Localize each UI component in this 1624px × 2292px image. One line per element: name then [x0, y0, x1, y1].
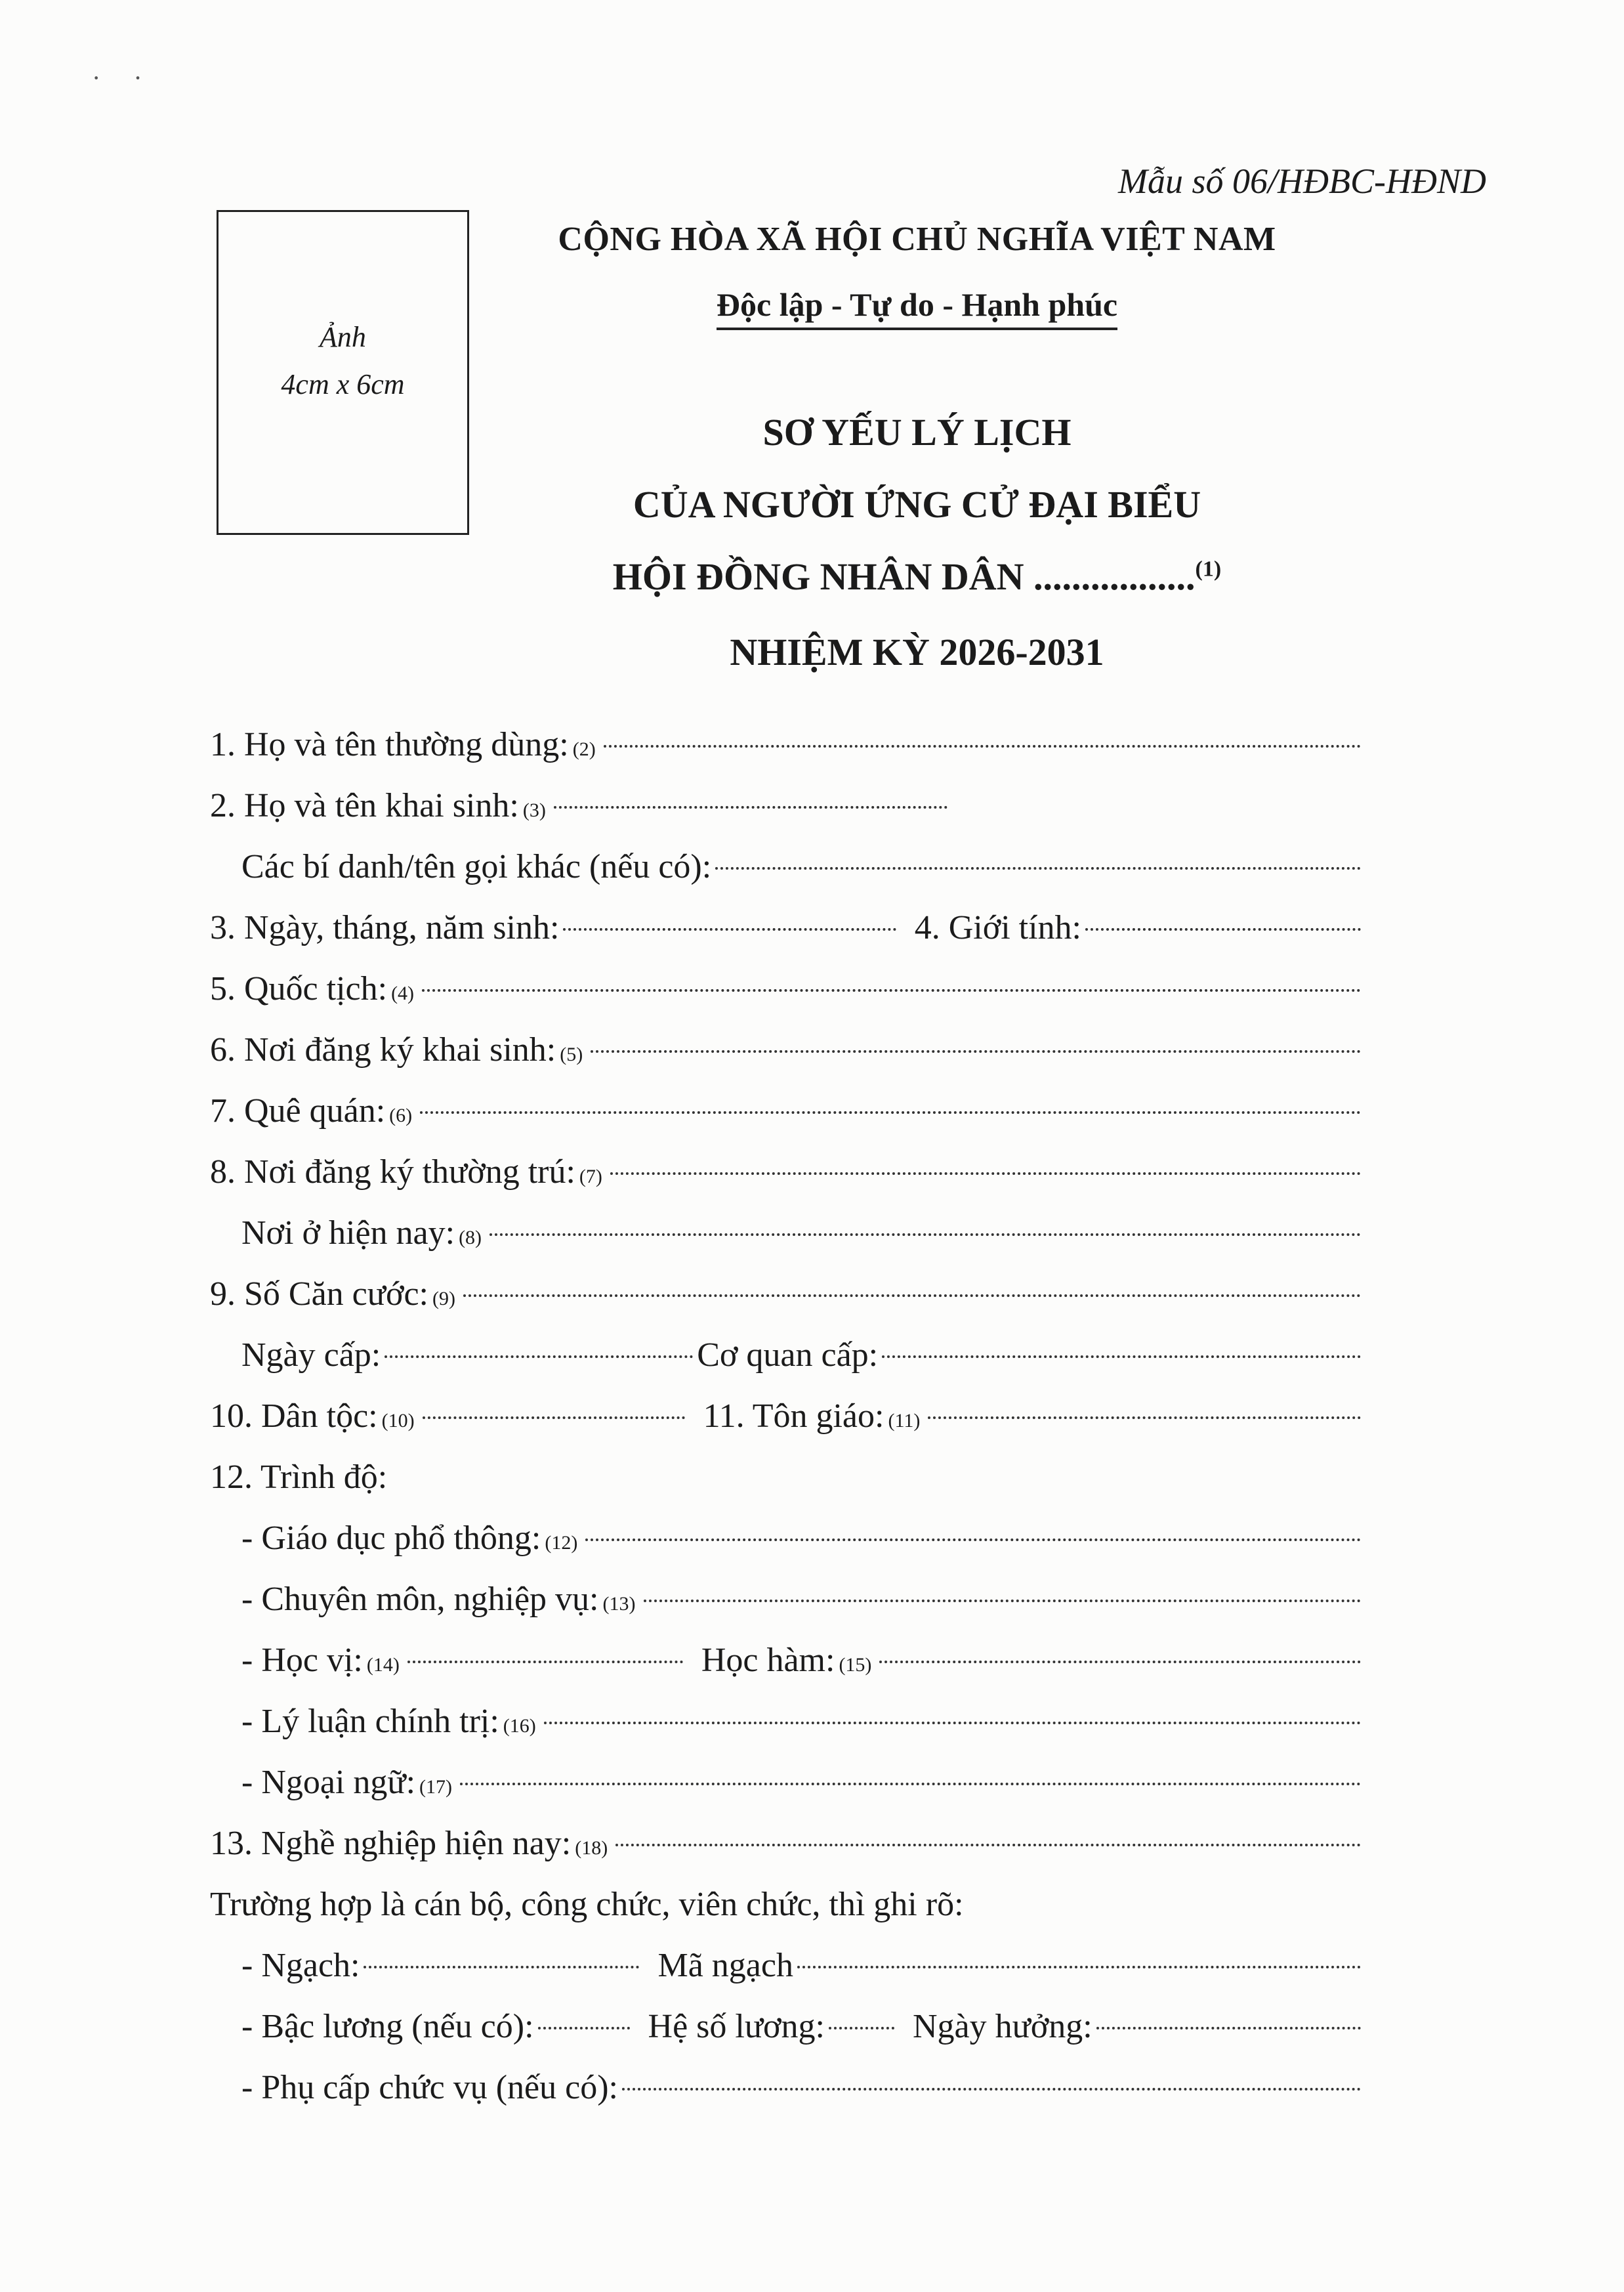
doc-title-line2: CỦA NGƯỜI ỨNG CỬ ĐẠI BIỂU: [633, 483, 1201, 526]
fill-line[interactable]: [554, 806, 947, 809]
fill-line[interactable]: [797, 1966, 1361, 1968]
fill-line[interactable]: [644, 1600, 1362, 1602]
field-label: Ngày cấp:: [241, 1336, 381, 1374]
fill-line[interactable]: [604, 745, 1361, 748]
fill-line[interactable]: [879, 1661, 1361, 1663]
doc-title-line3-text: HỘI ĐỒNG NHÂN DÂN .................: [612, 555, 1196, 598]
fill-line[interactable]: [489, 1233, 1361, 1236]
field-label: 11. Tôn giáo:: [703, 1397, 885, 1435]
field-political-theory[interactable]: [210, 1702, 1365, 1763]
footnote-ref: (15): [839, 1654, 872, 1676]
fill-line[interactable]: [364, 1966, 639, 1968]
field-birth-registration[interactable]: [210, 1030, 1365, 1092]
fill-line[interactable]: [544, 1722, 1361, 1724]
footnote-ref: (7): [579, 1166, 602, 1187]
doc-title-line4: NHIỆM KỲ 2026-2031: [730, 631, 1104, 673]
fill-line[interactable]: [591, 1050, 1361, 1053]
field-label: 7. Quê quán:: [210, 1092, 386, 1130]
doc-title-line3: [0, 555, 1624, 599]
field-label: 13. Nghề nghiệp hiện nay:: [210, 1825, 572, 1862]
field-label: - Ngạch:: [241, 1947, 360, 1984]
fill-line[interactable]: [1096, 2027, 1361, 2029]
field-label: Các bí danh/tên gọi khác (nếu có):: [241, 848, 712, 885]
footnote-ref: (11): [888, 1410, 921, 1432]
footnote-ref: (4): [391, 983, 415, 1004]
field-degree-title[interactable]: [210, 1641, 1365, 1702]
fill-line[interactable]: [385, 1355, 693, 1358]
field-permanent-residence[interactable]: [210, 1153, 1365, 1214]
field-label: Cơ quan cấp:: [697, 1336, 879, 1374]
field-id-issue[interactable]: [210, 1336, 1365, 1397]
footnote-ref: (10): [381, 1410, 415, 1432]
field-civil-servant-note: [210, 1885, 1365, 1946]
field-label: 4. Giới tính:: [914, 909, 1081, 946]
field-label: 10. Dân tộc:: [210, 1397, 378, 1435]
field-label: 9. Số Căn cước:: [210, 1275, 428, 1313]
field-nationality[interactable]: [210, 969, 1365, 1030]
field-aliases[interactable]: [210, 847, 1365, 908]
field-position-allowance[interactable]: [210, 2068, 1365, 2129]
motto: Độc lập - Tự do - Hạnh phúc: [717, 286, 1117, 330]
field-label: - Bậc lương (nếu có):: [241, 2008, 534, 2045]
field-label: Hệ số lương:: [648, 2008, 825, 2045]
field-label: - Chuyên môn, nghiệp vụ:: [241, 1581, 599, 1618]
field-ethnicity-religion[interactable]: [210, 1397, 1365, 1458]
fill-line[interactable]: [610, 1172, 1361, 1175]
field-common-name[interactable]: [210, 725, 1365, 786]
form-fields: [210, 725, 1365, 2129]
footnote-ref: (13): [602, 1593, 636, 1615]
field-label: 1. Họ và tên thường dùng:: [210, 726, 569, 763]
field-rank[interactable]: [210, 1946, 1365, 2007]
fill-line[interactable]: [407, 1661, 683, 1663]
field-current-address[interactable]: [210, 1214, 1365, 1275]
field-label: - Lý luận chính trị:: [241, 1703, 499, 1740]
fill-line[interactable]: [928, 1416, 1361, 1419]
footnote-ref: (16): [503, 1715, 536, 1737]
field-label: 6. Nơi đăng ký khai sinh:: [210, 1031, 556, 1069]
footnote-ref: (5): [560, 1044, 583, 1065]
photo-size: 4cm x 6cm: [281, 368, 405, 400]
field-foreign-language[interactable]: [210, 1763, 1365, 1824]
fill-line[interactable]: [420, 1111, 1361, 1114]
field-label: 8. Nơi đăng ký thường trú:: [210, 1153, 575, 1191]
field-label: 2. Họ và tên khai sinh:: [210, 787, 519, 824]
fill-line[interactable]: [622, 2088, 1361, 2090]
photo-label: Ảnh: [320, 321, 366, 353]
field-qualifications-heading: [210, 1458, 1365, 1519]
form-code: Mẫu số 06/HĐBC-HĐND: [1118, 161, 1486, 201]
field-label: - Phụ cấp chức vụ (nếu có):: [241, 2069, 618, 2106]
field-id-number[interactable]: [210, 1275, 1365, 1336]
field-label: Nơi ở hiện nay:: [241, 1214, 455, 1252]
field-label: Mã ngạch: [657, 1947, 793, 1984]
field-label: Học hàm:: [701, 1642, 835, 1679]
field-label: - Ngoại ngữ:: [241, 1764, 416, 1801]
footnote-1: (1): [1195, 557, 1222, 582]
field-label: 12. Trình độ:: [210, 1458, 388, 1496]
field-dob-gender[interactable]: [210, 908, 1365, 969]
fill-line[interactable]: [460, 1783, 1361, 1785]
field-hometown[interactable]: [210, 1092, 1365, 1153]
fill-line[interactable]: [882, 1355, 1361, 1358]
fill-line[interactable]: [563, 928, 896, 931]
footnote-ref: (3): [522, 799, 546, 821]
field-specialization[interactable]: [210, 1580, 1365, 1641]
fill-line[interactable]: [422, 989, 1361, 992]
field-label: Ngày hưởng:: [912, 2008, 1093, 2045]
field-label: Trường hợp là cán bộ, công chức, viên chức, thì ghi rõ:: [210, 1886, 964, 1923]
footnote-ref: (6): [389, 1105, 413, 1126]
field-label: - Học vị:: [241, 1642, 363, 1679]
field-salary[interactable]: [210, 2007, 1365, 2068]
fill-line[interactable]: [585, 1539, 1361, 1541]
footnote-ref: (18): [575, 1837, 608, 1859]
motto-wrap: [0, 286, 1624, 330]
field-label: 3. Ngày, tháng, năm sinh:: [210, 909, 560, 946]
footnote-ref: (8): [459, 1227, 482, 1248]
fill-line[interactable]: [538, 2027, 630, 2029]
fill-line[interactable]: [615, 1844, 1361, 1846]
footnote-ref: (17): [419, 1776, 453, 1798]
fill-line[interactable]: [1085, 928, 1361, 931]
footnote-ref: (12): [545, 1532, 578, 1554]
fill-line[interactable]: [829, 2027, 894, 2029]
field-birth-name[interactable]: [210, 786, 1365, 847]
footnote-ref: (9): [432, 1288, 455, 1309]
field-label: - Giáo dục phổ thông:: [241, 1519, 541, 1557]
doc-title-line1: SƠ YẾU LÝ LỊCH: [762, 411, 1072, 454]
field-general-education[interactable]: [210, 1519, 1365, 1580]
fill-line[interactable]: [463, 1294, 1361, 1297]
field-occupation[interactable]: [210, 1824, 1365, 1885]
fill-line[interactable]: [715, 867, 1361, 870]
field-label: 5. Quốc tịch:: [210, 970, 388, 1008]
nation-title: CỘNG HÒA XÃ HỘI CHỦ NGHĨA VIỆT NAM: [558, 221, 1276, 258]
fill-line[interactable]: [423, 1416, 685, 1419]
footnote-ref: (14): [366, 1654, 400, 1676]
footnote-ref: (2): [572, 738, 596, 760]
scan-specks: · ·: [92, 63, 142, 93]
